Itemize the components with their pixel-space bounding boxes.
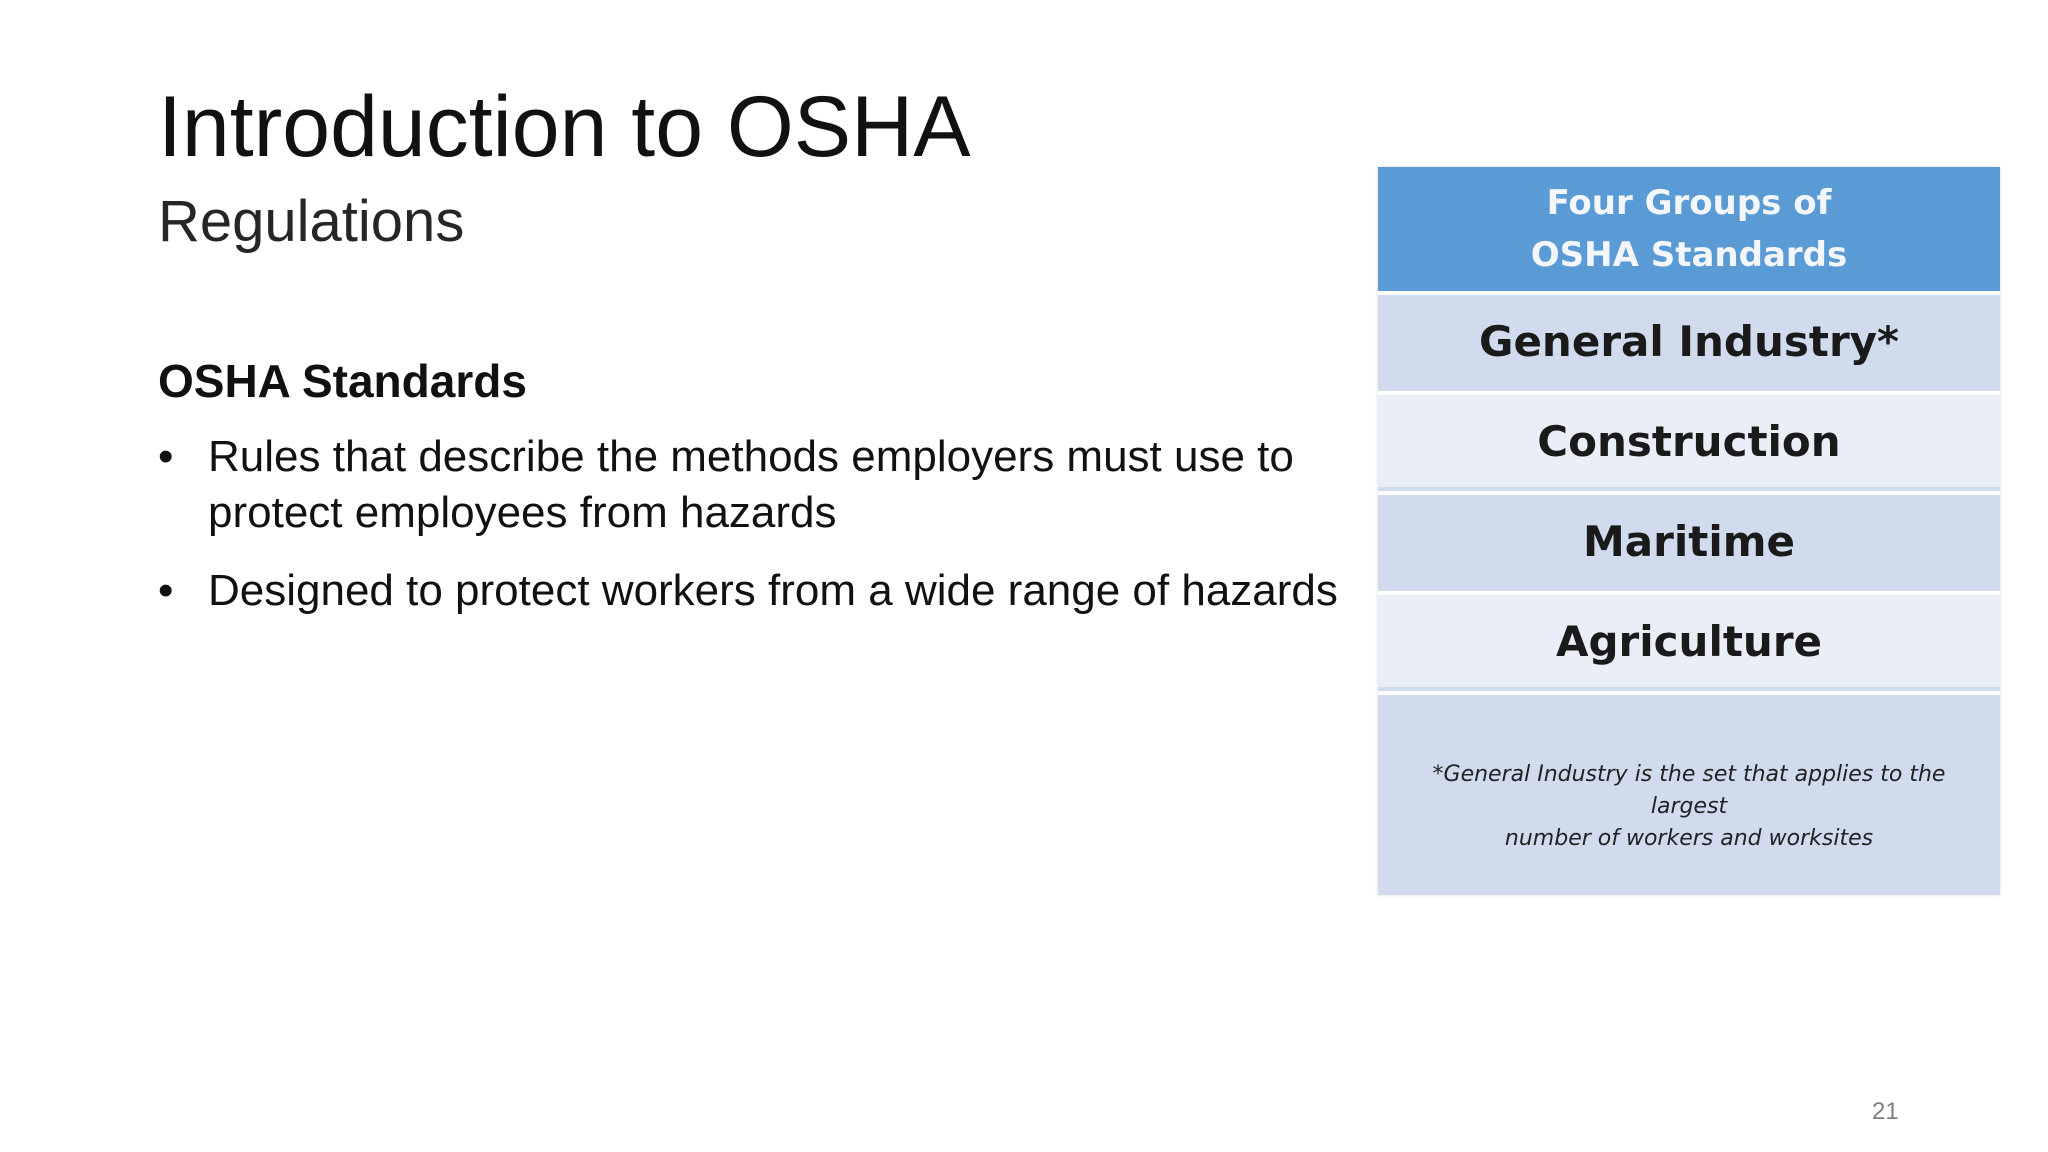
bullet-text: Rules that describe the methods employers must use to protect employees from hazards	[208, 432, 1294, 538]
footnote-line: *General Industry is the set that applies to the largest	[1432, 762, 1946, 819]
table-header-line: OSHA Standards	[1530, 235, 1848, 275]
bullet-item	[158, 563, 1338, 619]
slide-title: Introduction to OSHA	[158, 79, 971, 175]
bullet-icon: •	[158, 566, 174, 616]
footnote-line: number of workers and worksites	[1504, 826, 1874, 851]
bullet-text: Designed to protect workers from a wide range of hazards	[208, 566, 1338, 616]
table-header	[1378, 167, 2000, 291]
page-number: 21	[1872, 1098, 1899, 1125]
table-row-agriculture: Agriculture	[1378, 591, 2000, 687]
bullet-list	[158, 429, 1338, 619]
table-row-construction: Construction	[1378, 391, 2000, 487]
table-footnote	[1378, 691, 2000, 895]
section-heading: OSHA Standards	[158, 355, 527, 407]
table-row-general-industry: General Industry*	[1378, 291, 2000, 387]
bullet-icon: •	[158, 432, 174, 482]
standards-table-image	[1378, 167, 2000, 895]
bullet-item	[158, 429, 1338, 541]
table-header-line: Four Groups of	[1546, 183, 1832, 223]
table-row-maritime: Maritime	[1378, 491, 2000, 587]
slide-content	[158, 354, 1338, 641]
slide-subtitle: Regulations	[158, 189, 465, 254]
